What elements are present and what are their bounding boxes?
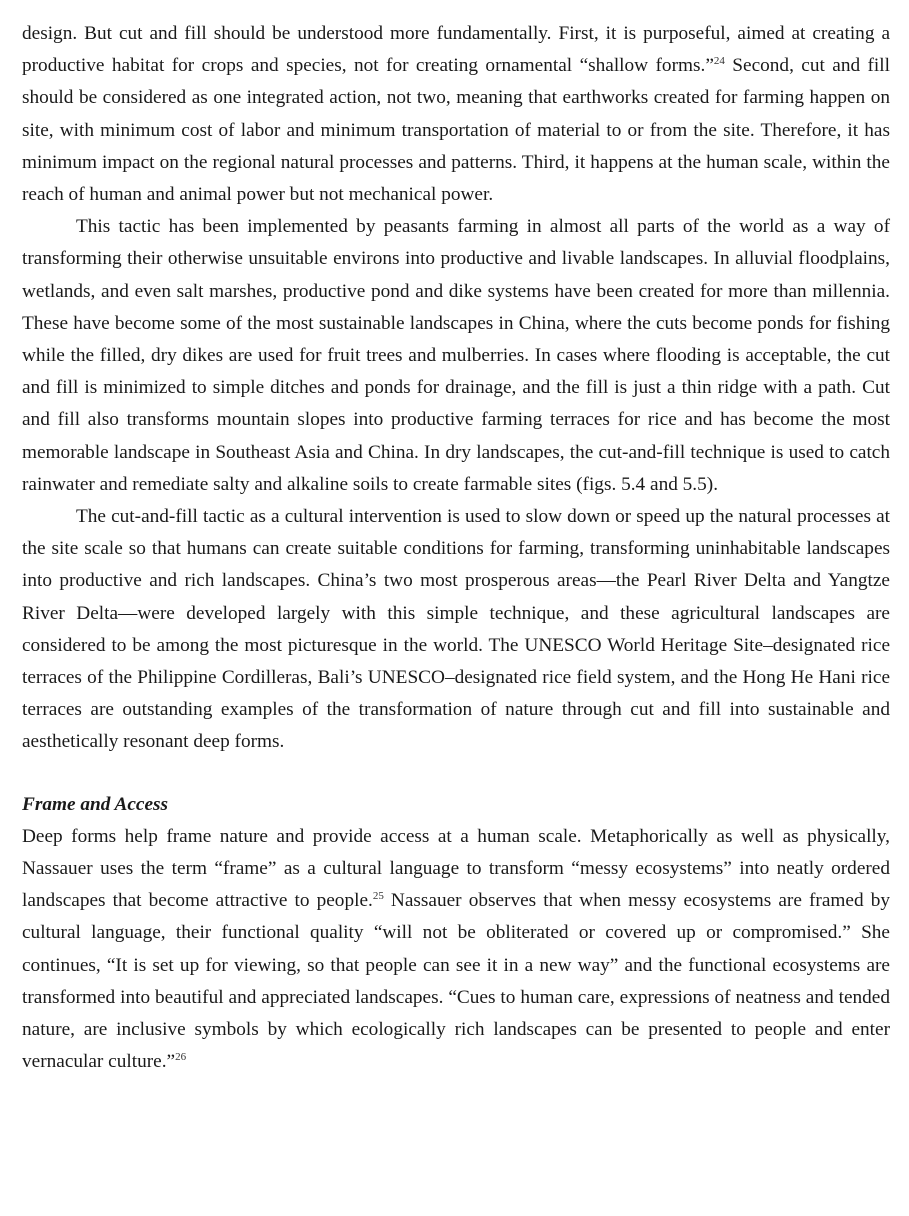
paragraph-text: This tactic has been implemented by peasants farming in almost all parts of the world as a way of transforming their otherwise unsuitable environs into productive and livable landscapes. In alluvial floodplains, wetlands, and even salt marshes, productive pond and dike systems have been created for more than millennia. These have become some of the most sustainable landscapes in China, where the cuts become ponds for fishing while the filled, dry dikes are used for fruit trees and mulberries. In cases where flooding is acceptable, the cut and fill is minimized to simple ditches and ponds for drainage, and the fill is just a thin ridge with a path. Cut and fill also transforms mountain slopes into productive farming terraces for rice and has become the most memorable landscape in Southeast Asia and China. In dry landscapes, the cut-and-fill technique is used to catch rainwater and remediate salty and alkaline soils to create farmable sites (figs. 5.4 and 5.5). (22, 216, 890, 495)
paragraph-cultural-intervention (22, 501, 890, 759)
book-page (22, 18, 890, 1079)
paragraph-text: Second, cut and fill should be considered as one integrated action, not two, meaning that earthworks created for farming happen on site, with minimum cost of labor and minimum transportation of material to or from the site. Therefore, it has minimum impact on the regional natural processes and patterns. Third, it happens at the human scale, within the reach of human and animal power but not mechanical power. (22, 55, 891, 206)
paragraph-peasant-tactic (22, 211, 890, 501)
paragraph-text: Deep forms help frame nature and provide access at a human scale. Metaphorically as well as physically, Nassauer uses the term “frame” as a cultural language to transform “messy ecosystems” into neatly ordered landscapes that become attractive to people. (22, 825, 890, 912)
footnote-marker-25: 25 (372, 890, 384, 903)
paragraph-text: Nassauer observes that when messy ecosystems are framed by cultural language, their functional quality “will not be obliterated or covered up or compromised.” She continues, “It is set up for viewing, so that people can see it in a new way” and the functional ecosystems are transformed into beautiful and appreciated landscapes. “Cues to human care, expressions of neatness and tended nature, are inclusive symbols by which ecologically rich landscapes can be presented to people and enter vernacular culture.” (22, 890, 890, 1073)
footnote-marker-26: 26 (175, 1051, 187, 1064)
paragraph-frame-and-access (22, 821, 890, 1079)
paragraph-text: The cut-and-fill tactic as a cultural intervention is used to slow down or speed up the natural processes at the site scale so that humans can create suitable conditions for farming, transforming uninhabitable landscapes into productive and rich landscapes. China’s two most prosperous areas—the Pearl River Delta and Yangtze River Delta—were developed largely with this simple technique, and these agricultural landscapes are considered to be among the most picturesque in the world. The UNESCO World Heritage Site–designated rice terraces of the Philippine Cordilleras, Bali’s UNESCO–designated rice field system, and the Hong He Hani rice terraces are outstanding examples of the transformation of nature through cut and fill into sustainable and aesthetically resonant deep forms. (22, 506, 890, 753)
footnote-marker-24: 24 (713, 55, 725, 68)
paragraph-text: design. But cut and fill should be understood more fundamentally. First, it is purposeful, aimed at creating a productive habitat for crops and species, not for creating ornamental “shallow forms.” (22, 23, 890, 77)
paragraph-cut-and-fill-principles (22, 18, 890, 211)
section-heading: Frame and Access (22, 793, 169, 815)
